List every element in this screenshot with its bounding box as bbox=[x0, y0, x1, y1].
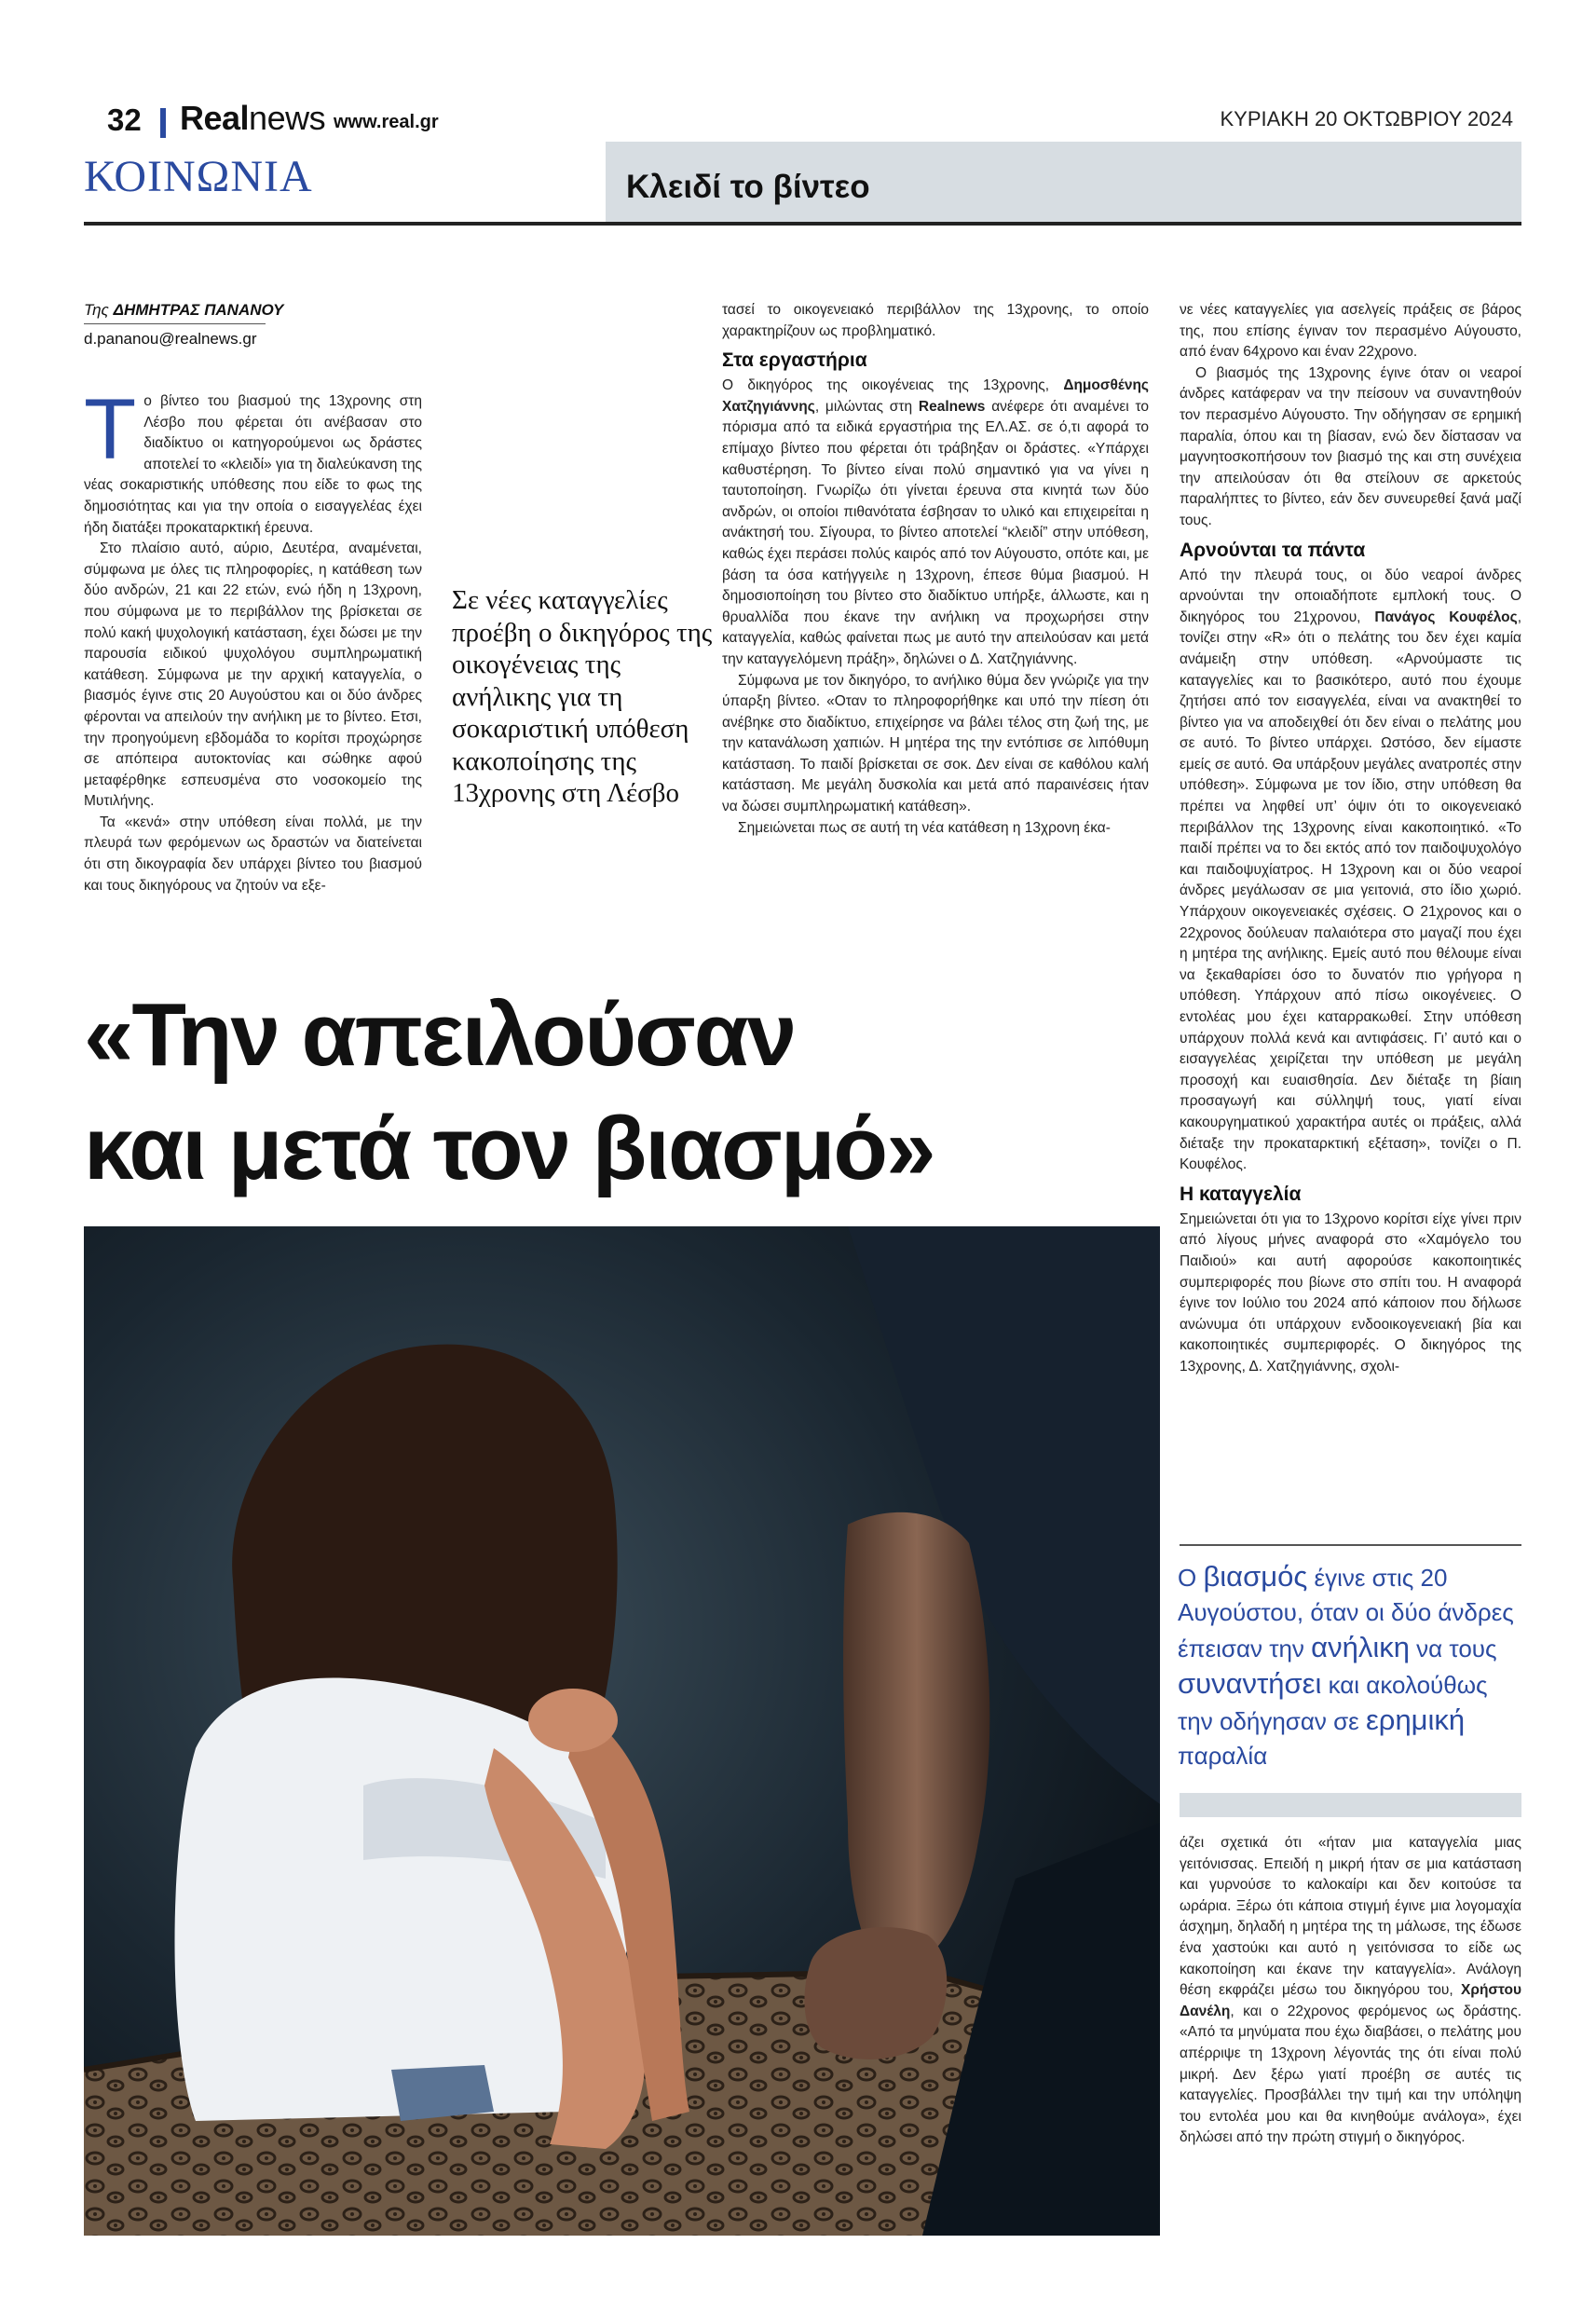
page-number: 32 bbox=[107, 103, 142, 137]
column-3-continuation bbox=[1180, 1833, 1521, 2149]
section-title: ΚΟΙΝΩΝΙΑ bbox=[84, 152, 313, 201]
column-3 bbox=[1180, 300, 1521, 1378]
text-run: και ακολούθως την οδήγησαν σε bbox=[1178, 1671, 1488, 1735]
photo-illustration bbox=[84, 1226, 1160, 2236]
brand-bold: Real bbox=[180, 99, 250, 137]
text-run: Ο bbox=[1178, 1564, 1204, 1592]
paragraph: Ο βιασμός της 13χρονης έγινε όταν οι νεαροί άνδρες κατάφεραν να την πείσουν να συναντηθούν τον περασμένο Αύγουστο. Την οδήγησαν σε ερημική παραλία, όπου και τη βίασαν, ενώ δεν δίστασαν να μαγνητοσκοπήσουν τον βιασμό της και στη συνέχεια την απειλούσαν ότι θα στείλουν σε αρκετούς παραλήπτες το βίντεο, εάν δεν συνευρεθεί ξανά μαζί τους. bbox=[1180, 364, 1521, 528]
text-run: Από την πλευρά τους, οι δύο νεαροί άνδρες αρνούνται την οποιαδήποτε εμπλοκή τους. Ο δικηγόρος του 21χρονου, bbox=[1180, 567, 1521, 625]
lead-text: ο βίντεο του βιασμού της 13χρονης στη Λέσβο που φέρεται ότι ανέβασαν στο διαδίκτυο οι κατηγορούμενοι ως δράστες αποτελεί το «κλειδί» για τη διαλεύκανση της νέας σοκαριστικής υπόθεσης που είδε το φως της δημοσιότητας και για την οποία ο εισαγγελέας έχει ήδη διατάξει προκαταρκτική έρευνα. bbox=[84, 393, 422, 536]
paragraph bbox=[1180, 566, 1521, 1176]
lawyer-name: Πανάγος Κουφέλος bbox=[1374, 609, 1518, 625]
paragraph: Τα «κενά» στην υπόθεση είναι πολλά, με την πλευρά των φερόμενων ως δραστών να διατείνεται ότι στη δικογραφία δεν υπάρχει βίντεο του βιασμού και τους δικηγόρους να ζητούν να εξε- bbox=[84, 814, 422, 894]
subheading: Στα εργαστήρια bbox=[722, 349, 867, 372]
author-email: d.pananou@realnews.gr bbox=[84, 330, 257, 348]
paragraph: Σύμφωνα με τον δικηγόρο, το ανήλικο θύμα δεν γνώριζε για την ύπαρξη βίντεο. «Οταν το πληροφορήθηκε και υπό την πίεση ότι ανέβηκε στο διαδίκτυο, επιχείρησε να βάλει τέλος στη ζωή της, με την κατανάλωση χαπιών. Η μητέρα της την εντόπισε σε λιπόθυμη κατάσταση. Το παιδί βρίσκεται σε σοκ. Δεν είναι σε καθόλου καλή κατάσταση. Με μεγάλη δυσκολία και μετά από παραινέσεις ήταν να δώσει συμπληρωματική κατάθεση». bbox=[722, 672, 1149, 815]
text-run: άζει σχετικά ότι «ήταν μια καταγγελία μιας γειτόνισσας. Επειδή η μικρή ήταν σε μια κατάσταση και γυρνούσε το καλοκαίρι και δεν κοιτούσε τα ωράρια. Ξέρω ότι κάποια στιγμή έγινε μια λογομαχία άσχημη, δηλαδή η μητέρα της τη μάλωσε, της έδωσε ένα χαστούκι και αυτό η γειτόνισσα το είδε ως κακοποίηση και έκανε την καταγγελία». Ανάλογη θέση εκφράζει μέσω του δικηγόρου του, bbox=[1180, 1835, 1521, 1999]
highlight-word: συναντήσει bbox=[1178, 1667, 1322, 1700]
sidebox-quote bbox=[1178, 1559, 1522, 1773]
text-run: , τονίζει στην «R» ότι ο πελάτης του δεν έχει καμία ανάμειξη στην υπόθεση. «Αρνούμαστε τις καταγγελίες και το βασικότερο, αυτό που έχουμε ζητήσει από τον εισαγγελέα, είναι να ανακτηθεί το βίντεο για να αποδειχθεί ότι δεν είναι ο πελάτης μου σε αυτό. Το βίντεο υπάρχει. Ωστόσο, δεν είμαστε εμείς σε αυτό. Θα υπάρξουν μεγάλες ανατροπές στην υπόθεση». Σύμφωνα με τον ίδιο, στην υπόθεση θα πρέπει να ληφθεί υπ’ όψιν ότι το οικογενειακό περιβάλλον της 13χρονης είναι κακοποιητικό. «Το παιδί πρέπει να το δει εκτός από τον παιδοψυχολόγο και παιδοψυχίατρος. Η 13χρονη και οι δύο νεαροί άνδρες μεγάλωσαν σε μια γειτονιά, στο ίδιο χωριό. Υπάρχουν οικογενειακές σχέσεις. Ο 21χρονος και ο 22χρονος δούλευαν παλαιότερα στο μαγαζί που έχει η μητέρα της ανήλικης. Εμείς αυτό που θέλουμε είναι να ξεκαθαρίσει όσο το δυνατόν πιο γρήγορα η υπόθεση. Υπάρχουν από πίσω οικογένειες. Ο εντολέας μου έχει καταρρακωθεί. Στην υπόθεση υπάρχουν πολλά κενά και αντιφάσεις. Γι’ αυτό και ο εισαγγελέας χειρίζεται την υπόθεση με μεγάλη προσοχή και ευαισθησία. Δεν διέταξε τη βίαιη προσαγωγή και σύλληψή τους, γιατί είναι κακουργηματικού χαρακτήρα αυτές οι πράξεις, αλλά διέταξε την προκαταρκτική εξέταση», τονίζει ο Π. Κουφέλος. bbox=[1180, 609, 1521, 1173]
subheading: Η καταγγελία bbox=[1180, 1183, 1302, 1205]
byline bbox=[84, 301, 283, 320]
headline-line-2: και μετά τον βιασμό» bbox=[84, 1099, 934, 1198]
paragraph bbox=[722, 376, 1149, 670]
brand-light: news bbox=[249, 99, 326, 137]
paragraph bbox=[1180, 1833, 1521, 2149]
publication-name: Realnews bbox=[918, 398, 986, 415]
kicker-title: Κλειδί το βίντεο bbox=[626, 169, 870, 205]
header-separator bbox=[160, 108, 166, 138]
pull-quote: Σε νέες καταγγελίες προέβη ο δικηγόρος της οικογένειας της ανήλικης για τη σοκαριστική υπόθεση κακοποίησης της 13χρονης στη Λέσβο bbox=[452, 585, 713, 808]
paragraph: νε νέες καταγγελίες για ασελγείς πράξεις σε βάρος της, που επίσης έγιναν τον περασμένο Αύγουστο, από έναν 64χρονο και έναν 22χρονο. bbox=[1180, 302, 1521, 361]
text-run: να τους bbox=[1409, 1635, 1497, 1662]
byline-rule bbox=[84, 323, 266, 324]
text-run: έγινε στις 20 Αυγούστου, όταν οι δύο άνδρες έπεισαν την bbox=[1178, 1564, 1514, 1662]
highlight-word: βιασμός bbox=[1203, 1560, 1308, 1593]
text-run: ανέφερε ότι αναμένει το πόρισμα από τα ειδικά εργαστήρια της ΕΛ.ΑΣ. σε ό,τι αφορά το επίμαχο βίντεο που φέρεται ότι τράβηξαν οι δράστες. «Υπάρχει καθυστέρηση. Το βίντεο είναι πολύ σημαντικό για να γίνει η ταυτοποίηση. Γνωρίζω ότι γίνεται έρευνα στα κινητά των δύο ανδρών, οι οποίοι πιθανότατα έσβησαν το υλικό και επιχειρείται η ανάκτησή του. Σίγουρα, το βίντεο αποτελεί “κλειδί” στην υπόθεση, καθώς έχει περάσει πολύς καιρός από τον Αύγουστο, οπότε και, με βάση τα όσα κατήγγειλε η 13χρονη, έπεσε θύμα βιασμού. Η δημοσιοποίηση του βίντεο στο διαδίκτυο υπήρξε, άλλωστε, και η θρυαλλίδα που έκανε την ανήλικη να προχωρήσει στην καταγγελία, καθώς φαίνεται πως με αυτό την απειλούσαν και μετά την καταγγελόμενη πράξη», δηλώνει ο Δ. Χατζηγιάννης. bbox=[722, 398, 1149, 667]
lead-paragraph bbox=[84, 382, 422, 539]
drop-cap: Τ bbox=[84, 382, 137, 477]
paragraph: Σημειώνεται πως σε αυτή τη νέα κατάθεση η 13χρονη έκα- bbox=[738, 819, 1111, 836]
article-photo bbox=[84, 1226, 1160, 2236]
highlight-word: ερημική bbox=[1365, 1703, 1466, 1736]
column-2 bbox=[722, 300, 1149, 839]
highlight-word: ανήλικη bbox=[1311, 1631, 1410, 1663]
paragraph: τασεί το οικογενειακό περιβάλλον της 13χρονης, το οποίο χαρακτηρίζουν ως προβληματικό. bbox=[722, 302, 1149, 339]
website-url: www.real.gr bbox=[334, 112, 439, 132]
brand-logo bbox=[180, 99, 325, 138]
text-run: παραλία bbox=[1178, 1742, 1268, 1770]
sidebox-rule bbox=[1180, 1544, 1521, 1546]
byline-prefix: Της bbox=[84, 301, 114, 319]
sidebox-band bbox=[1180, 1793, 1521, 1817]
headline-line-1: «Την απειλούσαν bbox=[84, 985, 796, 1085]
text-run: Ο δικηγόρος της οικογένειας της 13χρονης, bbox=[722, 377, 1064, 394]
issue-date: ΚΥΡΙΑΚΗ 20 ΟΚΤΩΒΡΙΟΥ 2024 bbox=[1220, 107, 1513, 130]
header-rule bbox=[84, 222, 1521, 226]
text-run: , μιλώντας στη bbox=[814, 398, 919, 415]
subheading: Αρνούνται τα πάντα bbox=[1180, 539, 1366, 561]
column-1 bbox=[84, 382, 422, 896]
headline bbox=[84, 978, 934, 1206]
byline-author: ΔΗΜΗΤΡΑΣ ΠΑΝΑΝΟΥ bbox=[113, 301, 284, 319]
lawyer-name: Δημοσθένης Χατζηγιάννης bbox=[722, 377, 1149, 415]
paragraph: Στο πλαίσιο αυτό, αύριο, Δευτέρα, αναμένεται, σύμφωνα με όλες τις πληροφορίες, η κατάθεση των δύο ανδρών, 21 και 22 ετών, ενώ ήδη η 13χρονη, που σύμφωνα με το περιβάλλον της βρίσκεται σε πολύ κακή ψυχολογική κατάσταση, έχει δώσει με την παρουσία ειδικού ψυχολόγου συμπληρωματική κατάθεση. Σύμφωνα με την αρχική καταγγελία, ο βιασμός έγινε στις 20 Αυγούστου και οι δύο άνδρες φέρονται να απειλούν την ανήλικη με το βίντεο. Ετσι, την προηγούμενη εβδομάδα το κορίτσι προχώρησε σε απόπειρα αυτοκτονίας και σώθηκε αφού μεταφέρθηκε εσπευσμένα στο νοσοκομείο της Μυτιλήνης. bbox=[84, 540, 422, 810]
lawyer-name: Χρήστου Δανέλη bbox=[1180, 1982, 1521, 2019]
text-run: , και ο 22χρονος φερόμενος ως δράστης. «Από τα μηνύματα που έχω διαβάσει, ο πελάτης μου απέρριψε τη 13χρονη λέγοντάς της ότι είναι πολύ μικρή. Δεν ξέρω γιατί προέβη σε αυτές τις καταγγελίες. Προσβάλλει την τιμή και την υπόληψη του εντολέα μου και θα κινηθούμε ανάλογα», έχει δηλώσει από την πρώτη στιγμή ο δικηγόρος. bbox=[1180, 2003, 1521, 2146]
paragraph: Σημειώνεται ότι για το 13χρονο κορίτσι είχε γίνει πριν από λίγους μήνες αναφορά στο «Χαμόγελο του Παιδιού» και αυτή αφορούσε κακοποιητικές συμπεριφορές που βίωνε στο σπίτι του. Η αναφορά έγινε τον Ιούλιο του 2024 από κάποιον που δήλωσε ανώνυμα ότι υπάρχουν ενδοοικογενειακή βία και κακοποιητικές συμπεριφορές. Ο δικηγόρος της 13χρονης, Δ. Χατζηγιάννης, σχολι- bbox=[1180, 1211, 1521, 1375]
